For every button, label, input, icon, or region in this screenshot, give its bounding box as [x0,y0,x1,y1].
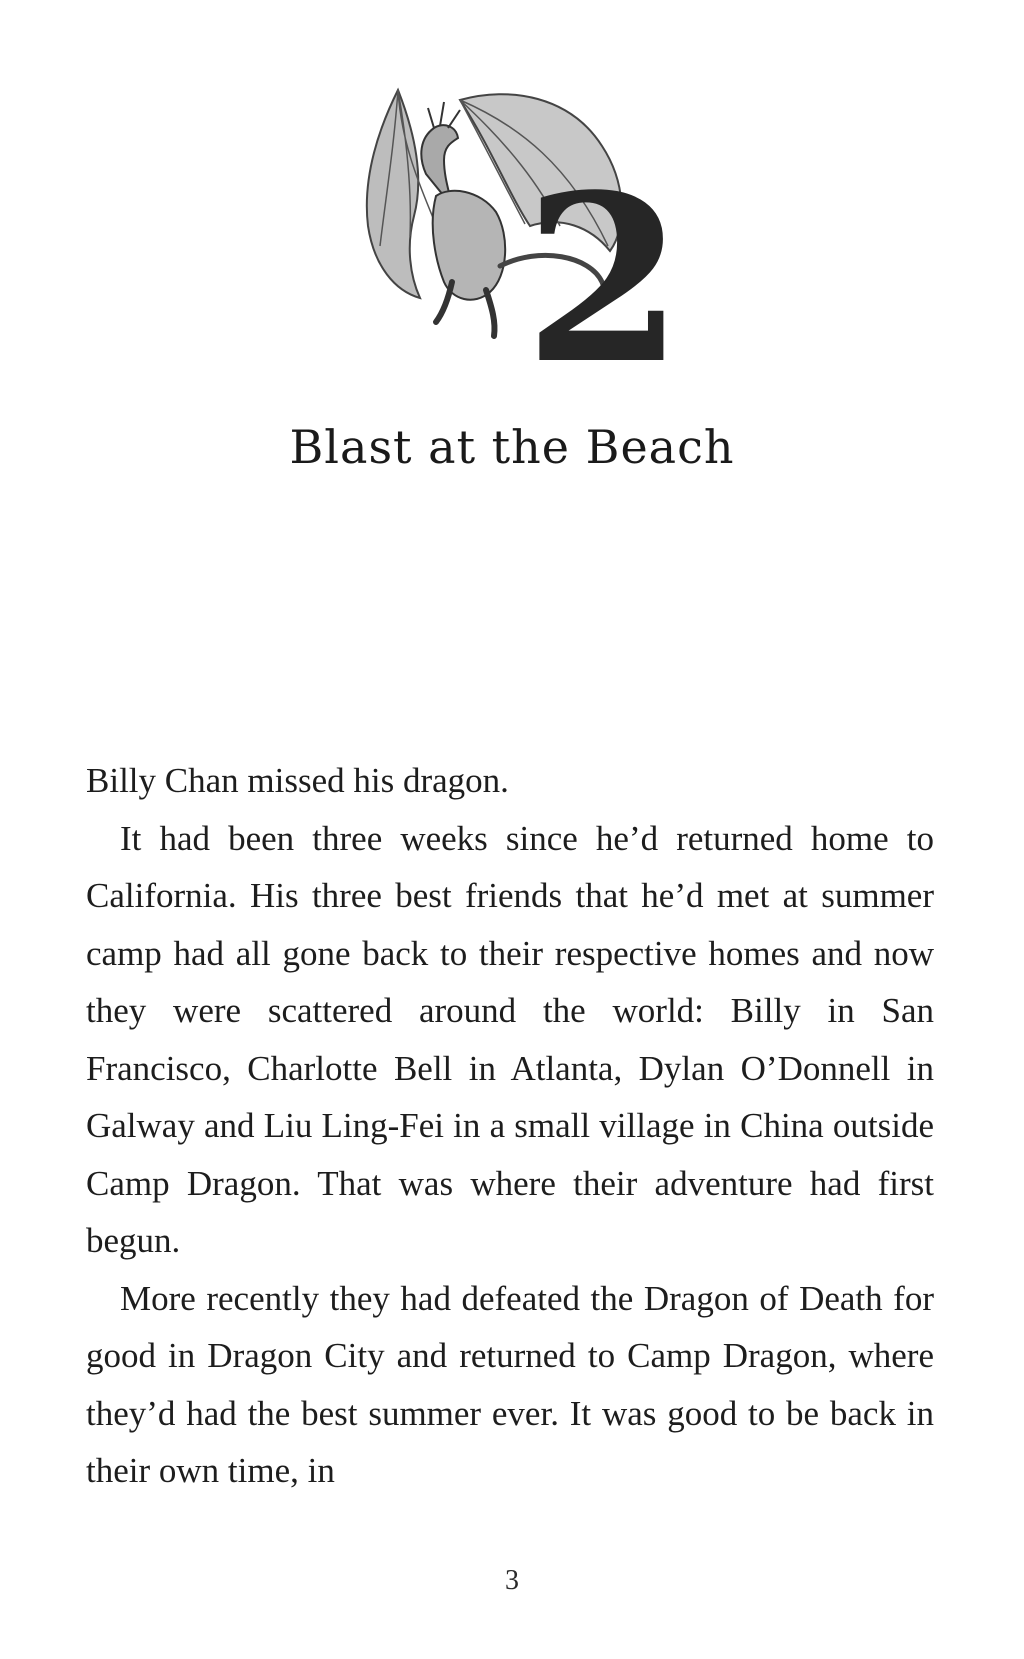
paragraph: Billy Chan missed his dragon. [86,761,509,800]
page-number: 3 [505,1565,519,1596]
paragraph: It had been three weeks since he’d returned home to California. His three best friends that he’d met at summer camp had all gone back to their respective homes and now they were scattered around the world: Billy in San Francisco, Charlotte Bell in Atlanta, Dylan O’Donnell in Galway and Liu Ling-Fei in a small village in China outside Camp Dragon. That was where their adventure had first begun. [86,818,934,1260]
chapter-number: 2 [524,145,685,415]
chapter-title: Blast at the Beach [289,420,735,474]
paragraph: More recently they had defeated the Dragon of Death for good in Dragon City and returned to Camp Dragon, where they’d had the best summer ever. It was good to be back in their own time, in [86,1278,934,1490]
chapter-body [86,752,934,1500]
